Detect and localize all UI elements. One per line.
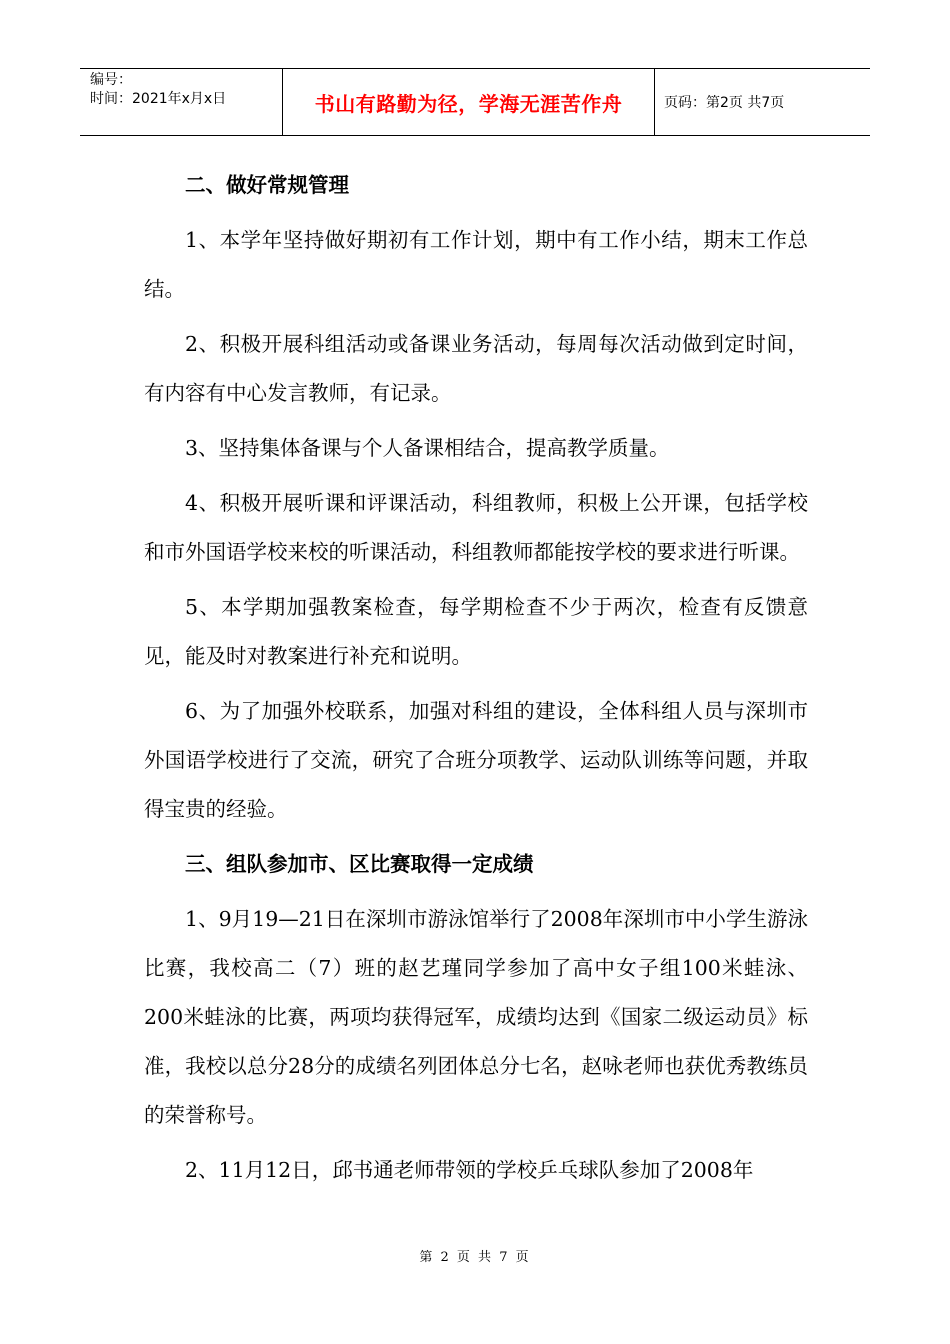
paragraph: 2、11月12日，邱书通老师带领的学校乒乓球队参加了2008年 <box>185 1158 754 1182</box>
header-page-cell <box>655 69 870 135</box>
header-meta-cell <box>80 69 283 135</box>
section-heading-routine: 二、做好常规管理 <box>185 173 349 197</box>
paragraph: 6、为了加强外校联系，加强对科组的建设，全体科组人员与深圳市外国语学校进行了交流，研究了合班分项教学、运动队训练等问题，并取得宝贵的经验。 <box>144 699 808 821</box>
document-number-label: 编号： <box>90 72 132 88</box>
paragraph: 5、本学期加强教案检查，每学期检查不少于两次，检查有反馈意见，能及时对教案进行补充和说明。 <box>144 595 808 668</box>
document-body <box>144 161 808 1201</box>
document-date-label: 时间：2021年x月x日 <box>90 91 227 107</box>
header-page-info: 页码：第2页 共7页 <box>664 95 785 111</box>
document-header <box>80 68 870 136</box>
header-motto: 书山有路勤为径，学海无涯苦作舟 <box>314 91 623 116</box>
paragraph: 2、积极开展科组活动或备课业务活动，每周每次活动做到定时间，有内容有中心发言教师，有记录。 <box>144 332 808 405</box>
paragraph: 4、积极开展听课和评课活动，科组教师，积极上公开课，包括学校和市外国语学校来校的听课活动，科组教师都能按学校的要求进行听课。 <box>144 491 808 564</box>
page-footer: 第 2 页 共 7 页 <box>419 1250 531 1265</box>
header-motto-cell <box>283 69 655 135</box>
paragraph: 1、本学年坚持做好期初有工作计划，期中有工作小结，期末工作总结。 <box>144 228 808 301</box>
paragraph: 3、坚持集体备课与个人备课相结合，提高教学质量。 <box>185 436 670 460</box>
section-heading-competitions: 三、组队参加市、区比赛取得一定成绩 <box>185 852 534 876</box>
paragraph: 1、9月19—21日在深圳市游泳馆举行了2008年深圳市中小学生游泳比赛，我校高二（7）班的赵艺瑾同学参加了高中女子组100米蛙泳、200米蛙泳的比赛，两项均获得冠军，成绩均达到《国家二级运动员》标准，我校以总分28分的成绩名列团体总分七名，赵咏老师也获优秀教练员的荣誉称号。 <box>144 907 808 1127</box>
